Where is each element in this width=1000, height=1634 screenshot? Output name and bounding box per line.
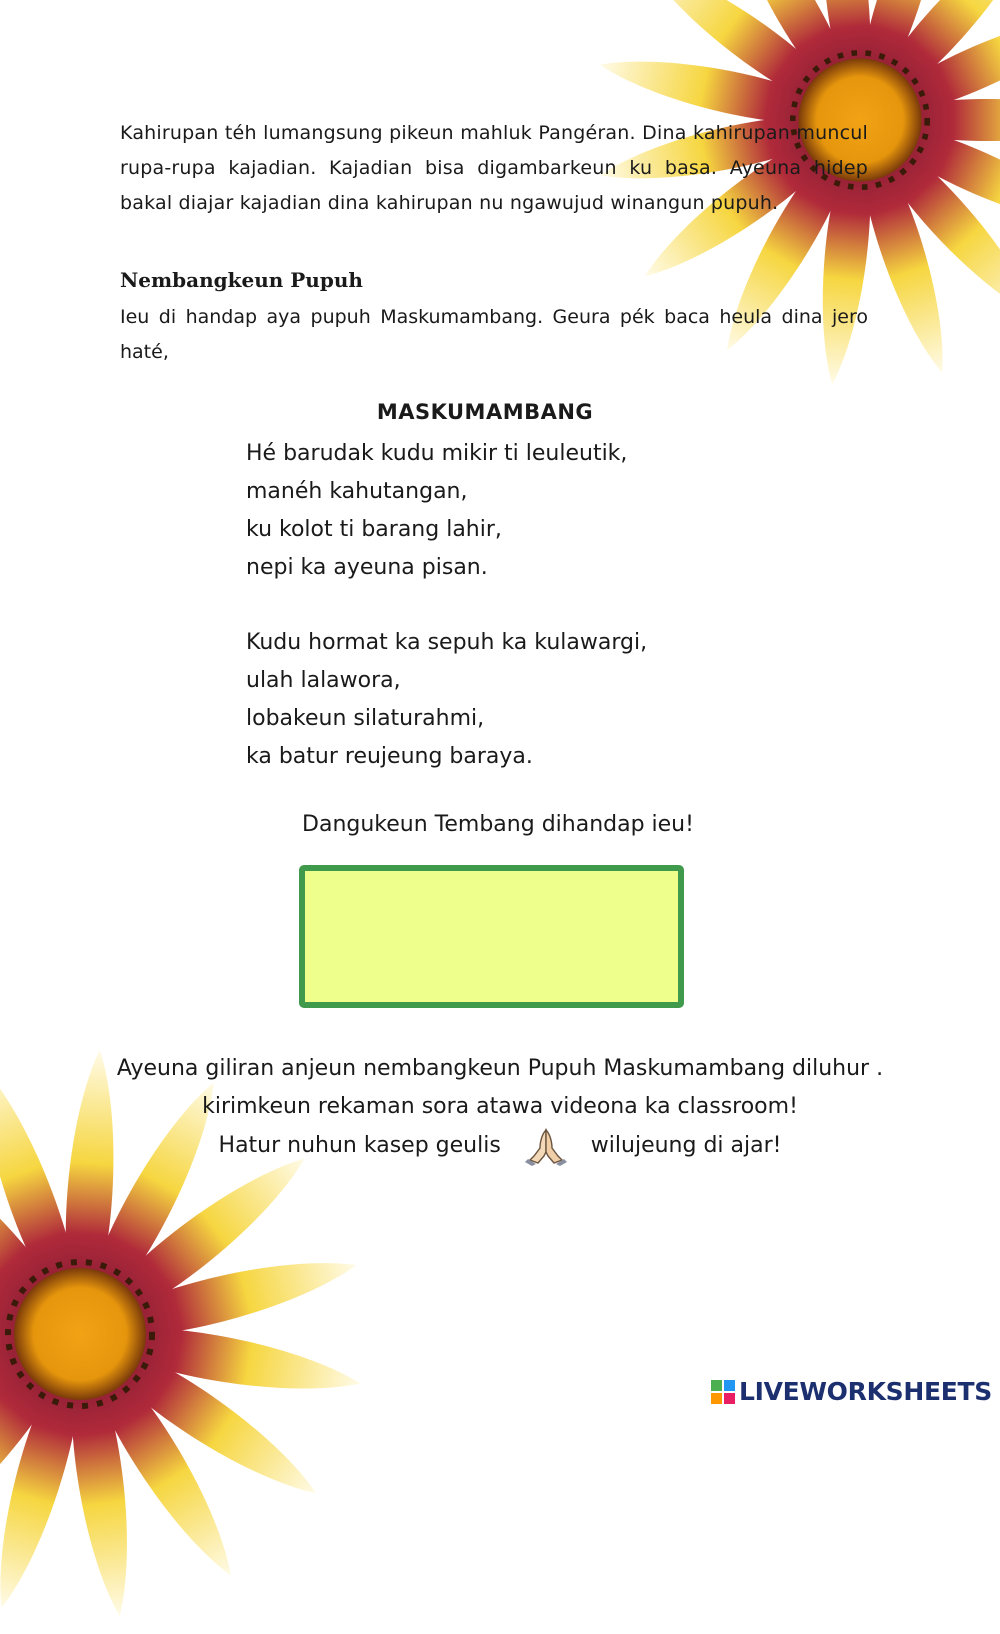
poem-line: nepi ka ayeuna pisan. [246, 555, 488, 580]
closing-line-3-end: wilujeung di ajar! [590, 1133, 782, 1158]
closing-line-3 [60, 1126, 940, 1166]
poem-stanza-2 [246, 624, 647, 776]
listen-instruction: Dangukeun Tembang dihandap ieu! [302, 812, 694, 837]
poem-line: Kudu hormat ka sepuh ka kulawargi, [246, 630, 648, 655]
poem-stanza-1 [246, 435, 627, 587]
poem-line: ku kolot ti barang lahir, [246, 517, 502, 542]
poem-line: ulah lalawora, [246, 668, 401, 693]
section-instruction: Ieu di handap aya pupuh Maskumambang. Geura pék baca heula dina jero haté, [120, 306, 868, 363]
praying-hands-icon [522, 1126, 570, 1166]
poem-line: Hé barudak kudu mikir ti leuleutik, [246, 441, 628, 466]
closing-line-3-start: Hatur nuhun kasep geulis [218, 1133, 501, 1158]
liveworksheets-logo-icon [711, 1380, 735, 1404]
intro-paragraph: Kahirupan téh lumangsung pikeun mahluk Pangéran. Dina kahirupan muncul rupa-rupa kajadian. Kajadian bisa digambarkeun ku basa. Ayeuna hidep bakal diajar kajadian dina kahirupan nu ngawujud winangun pupuh. [120, 122, 868, 214]
poem-line: lobakeun silaturahmi, [246, 706, 485, 731]
section-heading: Nembangkeun Pupuh [120, 268, 363, 292]
brand-name: LIVEWORKSHEETS [738, 1377, 992, 1406]
poem-title: MASKUMAMBANG [376, 400, 594, 424]
audio-player-box[interactable] [299, 865, 684, 1008]
poem-line: ka batur reujeung baraya. [246, 744, 533, 769]
closing-line-1: Ayeuna giliran anjeun nembangkeun Pupuh Maskumambang diluhur . [116, 1056, 884, 1081]
liveworksheets-brand[interactable] [711, 1377, 992, 1406]
poem-line: manéh kahutangan, [246, 479, 468, 504]
closing-line-2: kirimkeun rekaman sora atawa videona ka classroom! [202, 1094, 798, 1119]
closing-message [60, 1050, 940, 1166]
